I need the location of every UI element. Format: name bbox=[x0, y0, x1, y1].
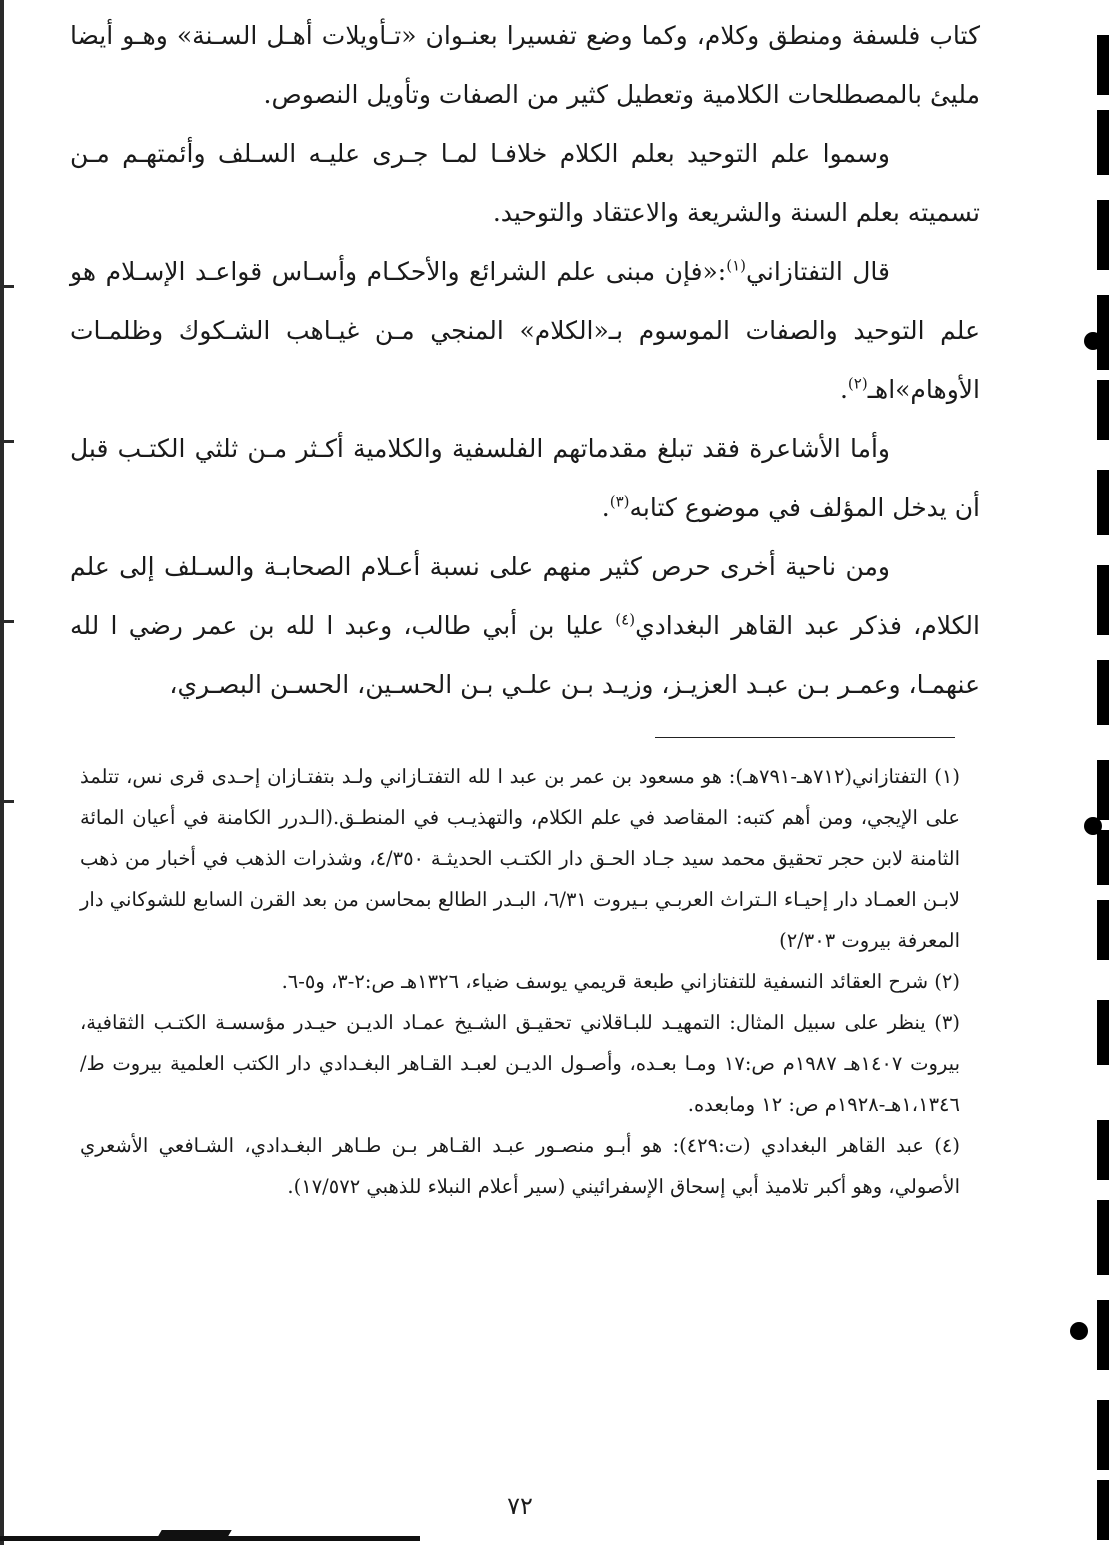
binding-edge bbox=[0, 0, 4, 1545]
footnotes bbox=[80, 756, 960, 1207]
margin-bar bbox=[1097, 760, 1109, 820]
paragraph-text: . bbox=[601, 493, 610, 522]
binding-tick bbox=[0, 620, 14, 623]
footnote-divider bbox=[655, 737, 955, 738]
paragraph bbox=[70, 6, 980, 124]
page-number: ٧٢ bbox=[507, 1492, 533, 1520]
margin-bar bbox=[1097, 565, 1109, 635]
binding-tick bbox=[0, 800, 14, 803]
margin-bar bbox=[1097, 1400, 1109, 1470]
margin-bar bbox=[1097, 380, 1109, 440]
scan-line bbox=[0, 1536, 420, 1541]
paragraph-text: وسموا علم التوحيد بعلم الكلام خلافـا لمـا جـرى عليـه السـلف وأئمتهـم مـن تسميته بعلم السنة والشريعة والاعتقاد والتوحيد. bbox=[70, 139, 980, 227]
footnote: (٢) شرح العقائد النسفية للتفتازاني طبعة قريمي يوسف ضياء، ١٣٢٦هـ ص:٢-٣، و٥-٦. bbox=[281, 970, 960, 993]
paragraph bbox=[70, 537, 980, 714]
binding-tick bbox=[0, 285, 14, 288]
scan-line bbox=[158, 1530, 231, 1536]
margin-bar bbox=[1097, 295, 1109, 370]
footnote: (٣) ينظر على سبيل المثال: التمهيـد للبـاقلاني تحقيـق الشـيخ عمـاد الديـن حيـدر مؤسسـة الكتـب الثقافية، بيروت ١٤٠٧هـ ١٩٨٧م ص:١٧ ومـا بعـده، وأصـول الديـن لعبـد القـاهر البغـدادي دار الكتب العلمية بيروت ط/١،١٣٤٦هـ-١٩٢٨م ص: ١٢ ومابعده. bbox=[80, 1011, 960, 1116]
footnote-ref: (١) bbox=[726, 256, 747, 275]
footnote-ref: (٣) bbox=[609, 492, 630, 511]
margin-bar bbox=[1097, 1300, 1109, 1370]
margin-bar bbox=[1097, 660, 1109, 725]
paragraph-text: وأما الأشاعرة فقد تبلغ مقدماتهم الفلسفية والكلامية أكـثر مـن ثلثي الكتـب قبل أن يدخل المؤلف في موضوع كتابه bbox=[70, 434, 980, 522]
footnote-ref: (٤) bbox=[615, 610, 636, 629]
margin-bar bbox=[1097, 900, 1109, 960]
margin-bar bbox=[1097, 1120, 1109, 1180]
margin-dot bbox=[1084, 332, 1102, 350]
margin-bar bbox=[1097, 470, 1109, 535]
binding-tick bbox=[0, 440, 14, 443]
footnote: (٤) عبد القاهر البغدادي (ت:٤٢٩): هو أبـو منصـور عبـد القـاهر بـن طـاهر البغـدادي، الشـافعي الأشعري الأصولي، وهو أكبر تلاميذ أبي إسحاق الإسفرائيني (سير أعلام النبلاء للذهبي ١٧/٥٧٢). bbox=[80, 1134, 960, 1198]
margin-dot bbox=[1070, 1322, 1088, 1340]
margin-bar bbox=[1097, 110, 1109, 175]
paragraph-text: :«فإن مبنى علم الشرائع والأحكـام وأسـاس قواعـد الإسـلام هو علم التوحيد والصفات الموسوم بـ«الكلام» المنجي مـن غيـاهب الشـكوك وظلمـات الأوهام»اهـ bbox=[70, 257, 980, 404]
footnote: (١) التفتازاني(٧١٢هـ-٧٩١هـ): هو مسعود بن عمر بن عبد ا لله التفتـازاني ولـد بتفتـازان إحـدى قرى نس، تتلمذ على الإيجي، ومن أهم كتبه: المقاصد في علم الكلام، والتهذيـب في المنطـق.(الـدرر الكامنة في أعيان المائة الثامنة لابن حجر تحقيق محمد سيد جـاد الحـق دار الكتـب الحديثـة ٤/٣٥٠، وشذرات الذهب في أخبار من ذهب لابـن العمـاد دار إحيـاء الـتراث العربـي بـيروت ٦/٣١، البـدر الطالع بمحاسن من بعد القرن السابع للشوكاني دار المعرفة بيروت ٢/٣٠٣) bbox=[80, 765, 961, 952]
paragraph bbox=[70, 124, 980, 242]
margin-bar bbox=[1097, 830, 1109, 885]
paragraph-text: . bbox=[839, 375, 848, 404]
paragraph-text: كتاب فلسفة ومنطق وكلام، وكما وضع تفسيرا بعنـوان «تـأويلات أهـل السـنة» وهـو أيضا مليئ بالمصطلحات الكلامية وتعطيل كثير من الصفات وتأويل النصوص. bbox=[70, 21, 980, 109]
body-text bbox=[70, 6, 980, 714]
paragraph-text: قال التفتازاني bbox=[746, 257, 890, 286]
paragraph bbox=[70, 419, 980, 537]
footnote-ref: (٢) bbox=[847, 374, 868, 393]
margin-bar bbox=[1097, 200, 1109, 270]
margin-bar bbox=[1097, 1480, 1109, 1540]
margin-bar bbox=[1097, 1200, 1109, 1275]
margin-bar bbox=[1097, 1000, 1109, 1065]
margin-bar bbox=[1097, 35, 1109, 95]
paragraph bbox=[70, 242, 980, 419]
paragraph-text: عليا بن أبي طالب، وعبد ا لله بن عمر رضي ا لله عنهمـا، وعمـر بـن عبـد العزيـز، وزيـد بـن علـي بـن الحسـين، الحسـن البصـري، bbox=[70, 611, 980, 699]
paragraph-text: ومن ناحية أخرى حرص كثير منهم على نسبة أعـلام الصحابـة والسـلف إلى علم الكلام، فذكر عبد القاهر البغدادي bbox=[70, 552, 980, 640]
